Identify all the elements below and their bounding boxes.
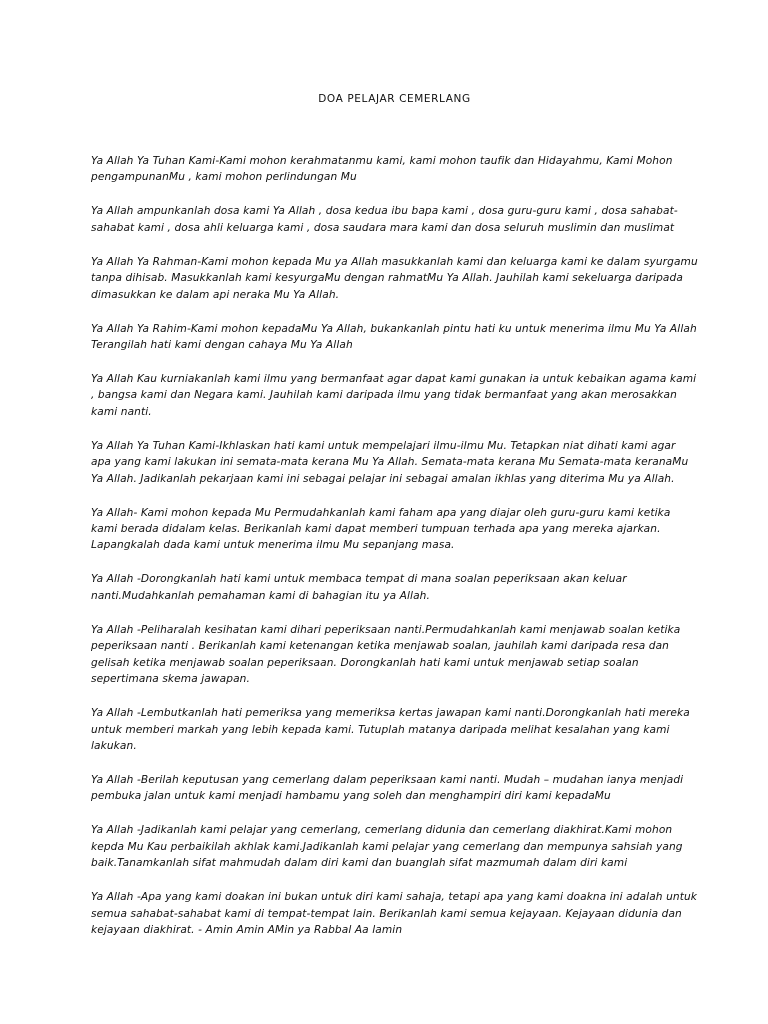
paragraph-3: Ya Allah Ya Rahman-Kami mohon kepada Mu ya Allah masukkanlah kami dan keluarga kami ke dalam syurgamu tanpa dihisab. Masukkanlah kami kesyurgaMu dengan rahmatMu Ya Allah. Jauhilah kami sekeluarga daripada dimasukkan ke dalam api neraka Mu Ya Allah. xyxy=(91,255,698,301)
paragraph-12: Ya Allah -Jadikanlah kami pelajar yang cemerlang, cemerlang didunia dan cemerlang diakhirat.Kami mohon kepda Mu Kau perbaikilah akhlak kami.Jadikanlah kami pelajar yang cemerlang dan mempunya sahsiah yang baik.Tanamkanlah sifat mahmudah dalam diri kami dan buanglah sifat mazmumah dalam diri kami xyxy=(91,824,683,870)
paragraph-11: Ya Allah -Berilah keputusan yang cemerlang dalam peperiksaan kami nanti. Mudah – mudahan ianya menjadi pembuka jalan untuk kami menjadi hambamu yang soleh dan menghampiri diri kami kepadaMu xyxy=(91,773,684,803)
paragraph-10: Ya Allah -Lembutkanlah hati pemeriksa yang memeriksa kertas jawapan kami nanti.Dorongkanlah hati mereka untuk memberi markah yang lebih kepada kami. Tutuplah matanya daripada melihat kesalahan yang kami lakukan. xyxy=(91,707,690,752)
paragraph-6: Ya Allah Ya Tuhan Kami-Ikhlaskan hati kami untuk mempelajari ilmu-ilmu Mu. Tetapkan niat dihati kami agar apa yang kami lakukan ini semata-mata kerana Mu Ya Allah. Semata-mata kerana Mu Semata-mata keranaMu Ya Allah. Jadikanlah pekarjaan kami ini sebagai pelajar ini sebagai amalan ikhlas yang diterima Mu ya Allah. xyxy=(91,439,689,485)
paragraph-13: Ya Allah -Apa yang kami doakan ini bukan untuk diri kami sahaja, tetapi apa yang kami doakna ini adalah untuk semua sahabat-sahabat kami di tempat-tempat lain. Berikanlah kami semua kejayaan. Kejayaan didunia dan kejayaan diakhirat. - Amin Amin AMin ya Rabbal Aa lamin xyxy=(91,891,698,936)
document-title: DOA PELAJAR CEMERLANG xyxy=(318,93,471,105)
paragraph-8: Ya Allah -Dorongkanlah hati kami untuk membaca tempat di mana soalan peperiksaan akan keluar nanti.Mudahkanlah pemahaman kami di bahagian itu ya Allah. xyxy=(91,573,627,602)
paragraph-1: Ya Allah Ya Tuhan Kami-Kami mohon kerahmatanmu kami, kami mohon taufik dan Hidayahmu, Kami Mohon pengampunanMu , kami mohon perlindungan Mu xyxy=(91,155,673,184)
paragraph-9: Ya Allah -Peliharalah kesihatan kami dihari peperiksaan nanti.Permudahkanlah kami menjawab soalan ketika peperiksaan nanti . Berikanlah kami ketenangan ketika menjawab soalan, jauhilah kami daripada resa dan gelisah ketika menjawab soalan peperiksaan. Dorongkanlah hati kami untuk menjawab setiap soalan sepertimana skema jawapan. xyxy=(91,623,681,686)
paragraph-7: Ya Allah- Kami mohon kepada Mu Permudahkanlah kami faham apa yang diajar oleh guru-guru kami ketika kami berada didalam kelas. Berikanlah kami dapat memberi tumpuan terhada apa yang mereka ajarkan. Lapangkalah dada kami untuk menerima ilmu Mu sepanjang masa. xyxy=(91,506,671,552)
paragraph-5: Ya Allah Kau kurniakanlah kami ilmu yang bermanfaat agar dapat kami gunakan ia untuk kebaikan agama kami , bangsa kami dan Negara kami. Jauhilah kami daripada ilmu yang tidak bermanfaat yang akan merosakkan kami nanti. xyxy=(91,373,697,418)
paragraph-2: Ya Allah ampunkanlah dosa kami Ya Allah , dosa kedua ibu bapa kami , dosa guru-guru kami , dosa sahabat-sahabat kami , dosa ahli keluarga kami , dosa saudara mara kami dan dosa seluruh muslimin dan muslimat xyxy=(91,205,678,234)
paragraph-4: Ya Allah Ya Rahim-Kami mohon kepadaMu Ya Allah, bukankanlah pintu hati ku untuk menerima ilmu Mu Ya Allah Terangilah hati kami dengan cahaya Mu Ya Allah xyxy=(91,322,697,352)
